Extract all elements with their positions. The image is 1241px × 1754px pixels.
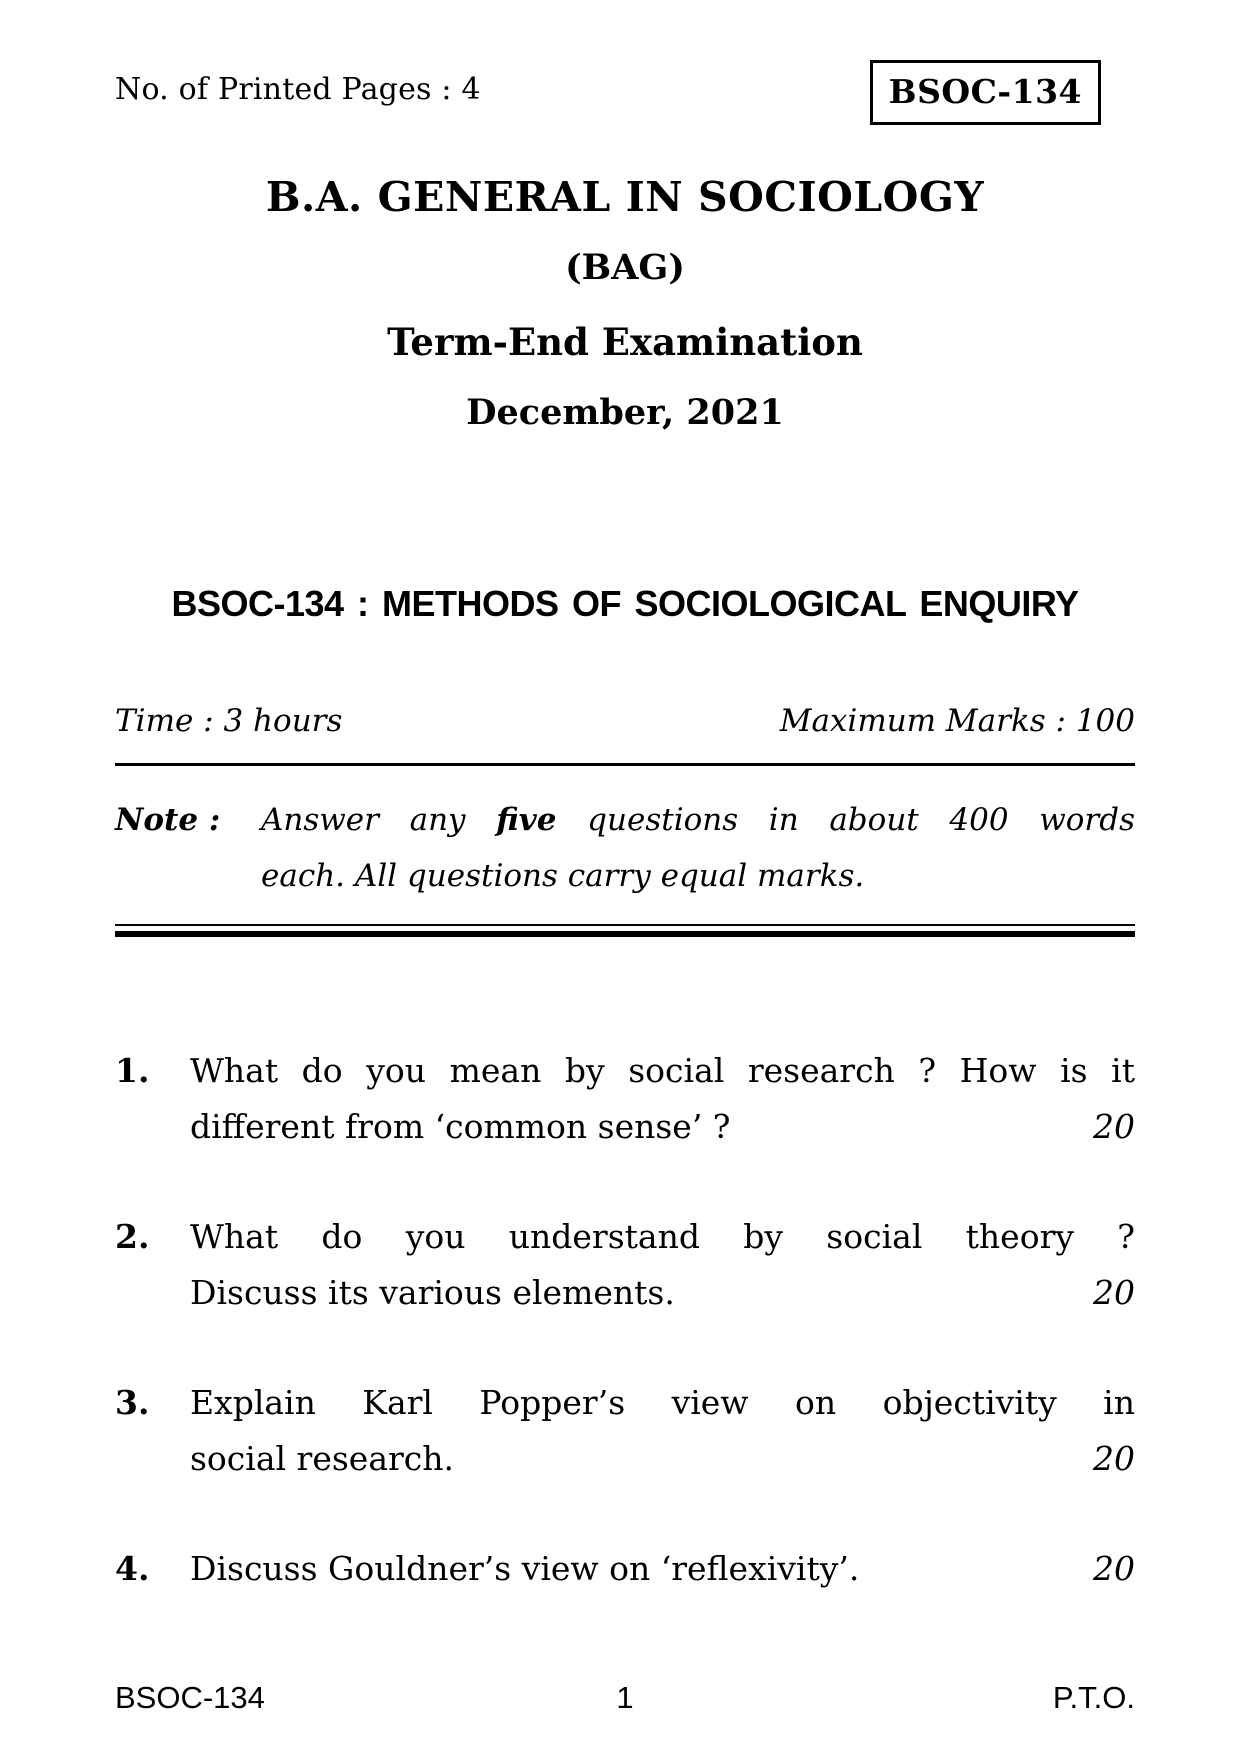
subject-heading: BSOC-134 : METHODS OF SOCIOLOGICAL ENQUIRY bbox=[171, 583, 1079, 624]
footer-pto-label: P.T.O. bbox=[1052, 1680, 1135, 1715]
note-body bbox=[261, 792, 1135, 904]
question-last-line bbox=[190, 1541, 1135, 1597]
exam-info-row bbox=[115, 703, 1135, 739]
question-text-line: What do you understand by social theory ? bbox=[190, 1217, 1135, 1256]
program-abbreviation: (BAG) bbox=[565, 247, 685, 288]
horizontal-rule bbox=[115, 763, 1135, 766]
question-text-line: Discuss Gouldner’s view on ‘reflexivity’. bbox=[190, 1549, 860, 1588]
note-text-pre: Answer any bbox=[261, 802, 497, 838]
note-line-2: each. All questions carry equal marks. bbox=[261, 858, 865, 894]
note-label: Note : bbox=[115, 802, 221, 838]
printed-pages-label: No. of Printed Pages : 4 bbox=[115, 72, 481, 107]
question-4 bbox=[115, 1541, 1135, 1597]
question-body bbox=[190, 1375, 1135, 1487]
question-marks: 20 bbox=[1093, 1439, 1135, 1478]
question-marks: 20 bbox=[1093, 1273, 1135, 1312]
exam-session: December, 2021 bbox=[466, 392, 784, 433]
note-text-emphasis: five bbox=[496, 802, 557, 838]
time-allowed: Time : 3 hours bbox=[115, 703, 343, 739]
footer-page-number: 1 bbox=[616, 1680, 634, 1715]
note-section bbox=[115, 792, 1135, 904]
question-body bbox=[190, 1541, 1135, 1597]
page-footer bbox=[115, 1680, 1135, 1716]
question-number: 4. bbox=[115, 1549, 150, 1588]
question-body bbox=[190, 1209, 1135, 1321]
question-number: 2. bbox=[115, 1217, 150, 1256]
question-marks: 20 bbox=[1093, 1107, 1135, 1146]
maximum-marks: Maximum Marks : 100 bbox=[779, 703, 1135, 739]
question-3 bbox=[115, 1375, 1135, 1487]
course-code-box: BSOC-134 bbox=[870, 60, 1101, 125]
question-body bbox=[190, 1043, 1135, 1155]
note-text-post: questions in about 400 words bbox=[556, 802, 1135, 838]
title-block bbox=[115, 173, 1135, 433]
note-line-1 bbox=[261, 792, 1135, 848]
footer-course-code: BSOC-134 bbox=[115, 1680, 265, 1715]
question-last-line bbox=[190, 1099, 1135, 1155]
exam-name: Term-End Examination bbox=[387, 320, 863, 364]
question-last-line bbox=[190, 1431, 1135, 1487]
questions-list bbox=[115, 1043, 1135, 1597]
question-marks: 20 bbox=[1093, 1549, 1135, 1588]
question-text-line: Discuss its various elements. bbox=[190, 1273, 675, 1312]
question-number: 3. bbox=[115, 1383, 150, 1422]
question-text-line: What do you mean by social research ? How is it bbox=[190, 1051, 1135, 1090]
question-text-line: social research. bbox=[190, 1439, 454, 1478]
question-text-line: different from ‘common sense’ ? bbox=[190, 1107, 731, 1146]
program-title: B.A. GENERAL IN SOCIOLOGY bbox=[265, 173, 985, 221]
page-header bbox=[115, 0, 1135, 125]
question-last-line bbox=[190, 1265, 1135, 1321]
double-horizontal-rule bbox=[115, 924, 1135, 937]
question-text-line: Explain Karl Popper’s view on objectivity in bbox=[190, 1383, 1135, 1422]
question-2 bbox=[115, 1209, 1135, 1321]
question-number: 1. bbox=[115, 1051, 150, 1090]
question-1 bbox=[115, 1043, 1135, 1155]
